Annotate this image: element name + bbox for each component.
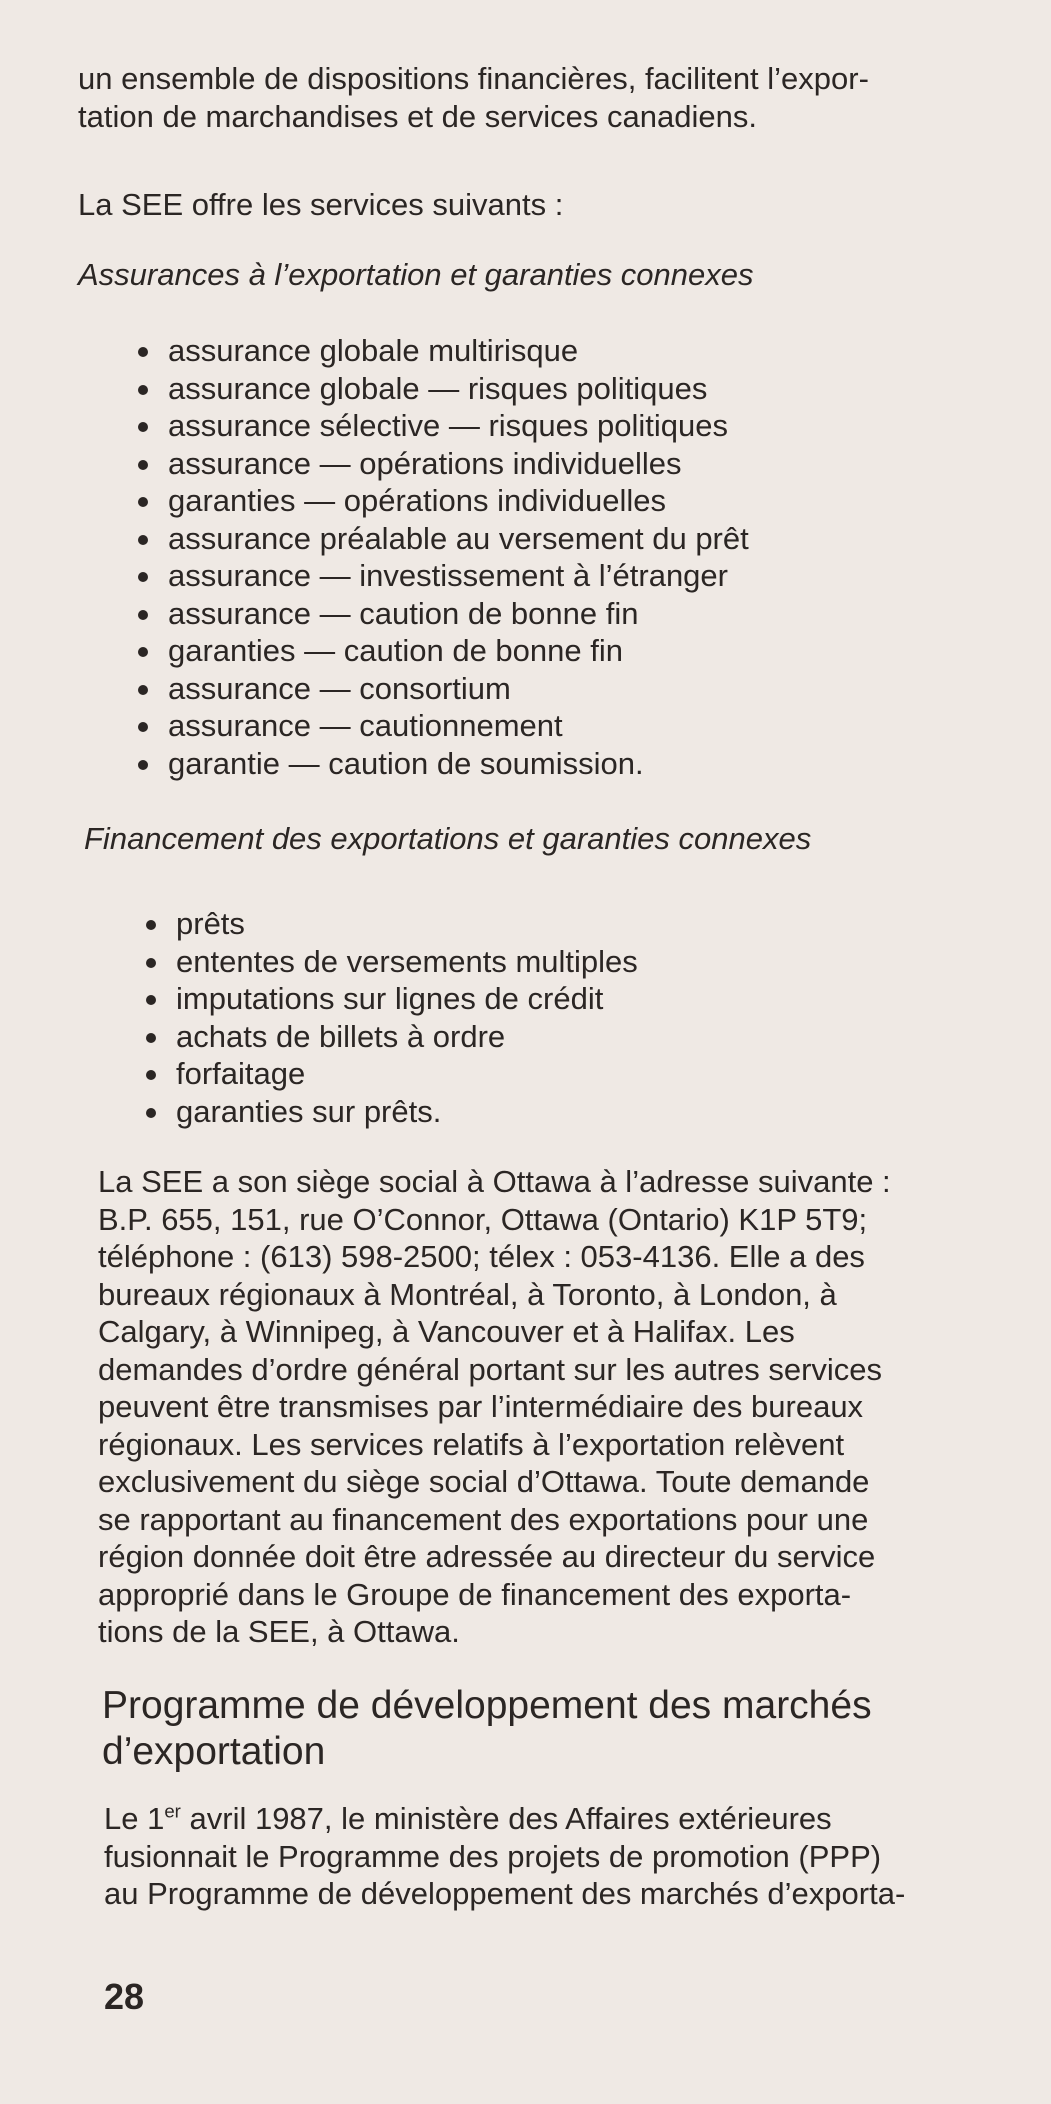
program-line-1-post: avril 1987, le ministère des Affaires extérieures — [180, 1801, 832, 1836]
bullet-icon — [138, 572, 148, 582]
financing-item-label: garanties sur prêts. — [176, 1093, 442, 1129]
bullet-icon — [138, 647, 148, 657]
insurance-item-label: garantie — caution de soumission. — [168, 745, 644, 781]
financing-item — [146, 943, 1016, 981]
bullet-icon — [138, 385, 148, 395]
insurance-item-label: assurance sélective — risques politiques — [168, 408, 728, 443]
bullet-icon — [146, 1108, 156, 1118]
financing-item-label: ententes de versements multiples — [176, 943, 638, 979]
financing-item-label: prêts — [176, 906, 245, 941]
insurance-item-label: garanties — opérations individuelles — [168, 483, 667, 518]
financing-item — [146, 1055, 1016, 1093]
financing-item — [146, 1018, 1016, 1056]
intro-line-1: un ensemble de dispositions financières, facilitent l’expor- — [78, 61, 869, 96]
financing-heading — [84, 820, 1014, 858]
office-paragraph — [98, 1163, 1018, 1651]
section-heading-line-2: d’exportation — [102, 1730, 326, 1773]
office-paragraph-line: région donnée doit être adressée au directeur du service — [98, 1539, 876, 1574]
insurance-item — [138, 332, 1018, 370]
insurance-item — [138, 520, 1018, 558]
office-paragraph-line: téléphone : (613) 598-2500; télex : 053-4136. Elle a des — [98, 1239, 865, 1274]
insurance-item — [138, 670, 1018, 708]
office-paragraph-line: tions de la SEE, à Ottawa. — [98, 1614, 460, 1649]
bullet-icon — [146, 1070, 156, 1080]
insurance-heading — [78, 256, 1008, 294]
insurance-item — [138, 595, 1018, 633]
intro-line-2: tation de marchandises et de services canadiens. — [78, 98, 757, 134]
bullet-icon — [138, 347, 148, 357]
section-heading-line-1: Programme de développement des marchés — [102, 1684, 872, 1727]
bullet-icon — [138, 760, 148, 770]
insurance-item — [138, 445, 1018, 483]
bullet-icon — [146, 995, 156, 1005]
bullet-icon — [146, 958, 156, 968]
program-line-3: au Programme de développement des marchés d’exporta- — [104, 1876, 906, 1911]
office-paragraph-line: se rapportant au financement des exportations pour une — [98, 1501, 869, 1537]
insurance-item — [138, 557, 1018, 595]
bullet-icon — [146, 1033, 156, 1043]
bullet-icon — [138, 535, 148, 545]
insurance-list — [138, 332, 1018, 782]
ordinal-superscript: er — [164, 1800, 181, 1822]
insurance-item-label: garanties — caution de bonne fin — [168, 633, 623, 668]
program-line-2: fusionnait le Programme des projets de promotion (PPP) — [104, 1838, 882, 1874]
financing-list — [146, 905, 1016, 1130]
financing-item-label: imputations sur lignes de crédit — [176, 981, 604, 1016]
bullet-icon — [146, 920, 156, 930]
insurance-item-label: assurance — caution de bonne fin — [168, 595, 639, 631]
intro-paragraph — [78, 60, 1008, 135]
financing-item-label: forfaitage — [176, 1056, 306, 1091]
office-paragraph-line: peuvent être transmises par l’intermédiaire des bureaux — [98, 1389, 864, 1424]
financing-item — [146, 980, 1016, 1018]
section-heading — [102, 1683, 1022, 1775]
page-number-text: 28 — [104, 1976, 145, 2017]
insurance-item-label: assurance — cautionnement — [168, 708, 563, 743]
services-intro — [78, 186, 1008, 224]
office-paragraph-line: régionaux. Les services relatifs à l’exportation relèvent — [98, 1426, 845, 1462]
financing-heading-text: Financement des exportations et garanties connexes — [84, 821, 812, 856]
office-paragraph-line: exclusivement du siège social d’Ottawa. Toute demande — [98, 1464, 870, 1499]
insurance-item-label: assurance — opérations individuelles — [168, 445, 682, 481]
office-paragraph-line: bureaux régionaux à Montréal, à Toronto, à London, à — [98, 1276, 837, 1312]
bullet-icon — [138, 497, 148, 507]
office-paragraph-line: approprié dans le Groupe de financement des exporta- — [98, 1576, 852, 1612]
insurance-item-label: assurance — consortium — [168, 670, 511, 706]
insurance-heading-text: Assurances à l’exportation et garanties connexes — [78, 257, 754, 292]
insurance-item — [138, 407, 1018, 445]
insurance-item — [138, 707, 1018, 745]
office-paragraph-line: demandes d’ordre général portant sur les autres services — [98, 1351, 883, 1387]
insurance-item-label: assurance préalable au versement du prêt — [168, 520, 749, 556]
program-line-1-pre: Le 1 — [104, 1801, 165, 1836]
office-paragraph-line: Calgary, à Winnipeg, à Vancouver et à Halifax. Les — [98, 1314, 795, 1349]
office-paragraph-line: B.P. 655, 151, rue O’Connor, Ottawa (Ontario) K1P 5T9; — [98, 1201, 868, 1237]
program-paragraph — [104, 1800, 1024, 1913]
insurance-item-label: assurance globale multirisque — [168, 333, 579, 368]
insurance-item — [138, 632, 1018, 670]
insurance-item — [138, 370, 1018, 408]
bullet-icon — [138, 685, 148, 695]
program-line-1 — [104, 1800, 1024, 1838]
insurance-item-label: assurance — investissement à l’étranger — [168, 558, 728, 593]
insurance-item-label: assurance globale — risques politiques — [168, 370, 708, 406]
financing-item — [146, 1093, 1016, 1131]
insurance-item — [138, 745, 1018, 783]
financing-item — [146, 905, 1016, 943]
office-paragraph-line: La SEE a son siège social à Ottawa à l’adresse suivante : — [98, 1164, 891, 1199]
financing-item-label: achats de billets à ordre — [176, 1018, 506, 1054]
page-number — [104, 1977, 144, 2017]
bullet-icon — [138, 460, 148, 470]
bullet-icon — [138, 610, 148, 620]
bullet-icon — [138, 722, 148, 732]
insurance-item — [138, 482, 1018, 520]
bullet-icon — [138, 422, 148, 432]
services-intro-text: La SEE offre les services suivants : — [78, 187, 564, 222]
